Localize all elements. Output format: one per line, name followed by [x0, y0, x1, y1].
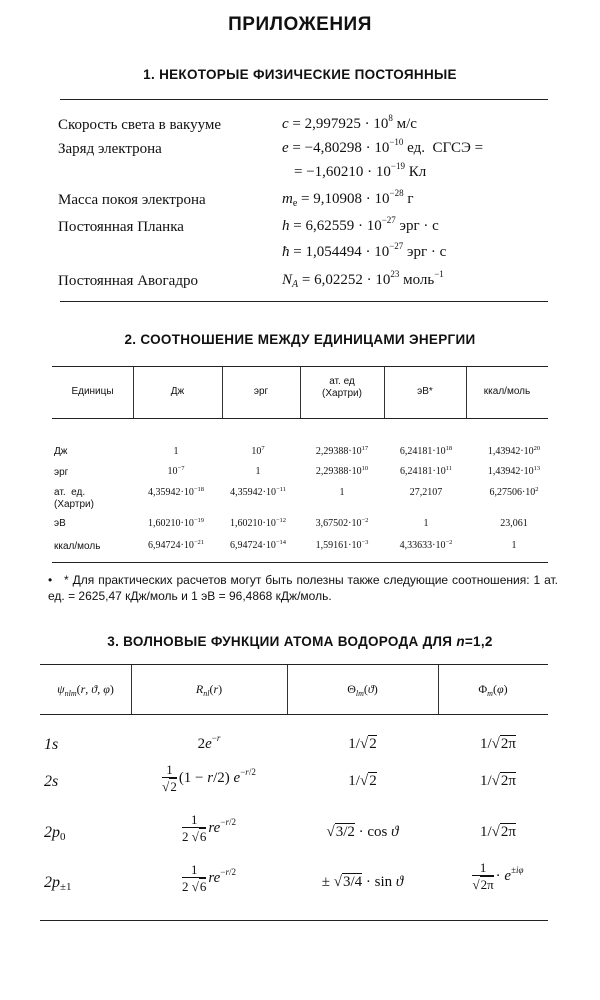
energy-table-bottom-rule — [52, 562, 548, 563]
table-cell: 1 — [173, 446, 179, 457]
table-cell: $10^{-7}$ — [167, 465, 185, 477]
column-header: эВ* — [417, 386, 433, 397]
table-cell: 1 — [511, 540, 517, 551]
radial-function: $\frac{1}{2 √6}$ $re^{-r/2}$ — [182, 862, 236, 894]
constant-name: Постоянная Авогадро — [58, 273, 198, 289]
column-header: Дж — [170, 386, 185, 397]
row-label: ккал/моль — [54, 541, 101, 552]
radial-function: $\frac{1}{2 √6}$ $re^{-r/2}$ — [182, 812, 236, 844]
footnote-text: * Для практических расчетов могут быть полезны также следующие соотношения: 1 ат. ед. = 2625,47 кДж/моль и 1 эВ = 96,4868 кДж/моль. — [48, 573, 558, 603]
theta-function: 1/√2 — [348, 736, 377, 752]
column-header: $R_{nl}(r)$ — [195, 682, 223, 698]
table-cell: $6,27506\cdot 10^2$ — [489, 486, 539, 498]
phi-function: $\frac{1}{√2\pi}$ · $e^{\pm i\varphi}$ — [472, 860, 524, 892]
row-label: эрг — [54, 467, 69, 478]
wave-table-bottom-rule — [40, 920, 548, 921]
state-label: 2s — [44, 773, 59, 790]
state-label: $2p_{\pm 1}$ — [44, 874, 72, 893]
column-header: $\Phi_m(\varphi)$ — [478, 682, 508, 698]
table-cell: 1 — [255, 466, 261, 477]
table-cell: 1 — [423, 518, 429, 529]
table-cell: $1,60210\cdot 10^{-19}$ — [147, 517, 204, 529]
constant-value: $h = 6,62559 \cdot 10^{-27}$ эрг · с — [282, 215, 439, 234]
radial-function: $2e^{-r}$ — [197, 733, 221, 752]
phi-function: 1/√2π — [480, 824, 516, 840]
phi-function: 1/√2π — [480, 736, 516, 752]
constant-name: Заряд электрона — [58, 141, 162, 157]
table-cell: $4,35942\cdot 10^{-11}$ — [230, 486, 286, 498]
wave-table-top-rule — [40, 664, 548, 665]
column-header: ккал/моль — [483, 386, 531, 397]
phi-function: 1/√2π — [480, 773, 516, 789]
column-header: $\Theta_{lm}(ϑ)$ — [347, 682, 378, 698]
constant-value: $m_e = 9,10908 \cdot 10^{-28}$ г — [282, 188, 414, 209]
row-label: Дж — [54, 446, 68, 457]
energy-table-header-rule — [52, 418, 548, 419]
state-label: $2p_0$ — [44, 824, 66, 843]
table-cell: $4,33633\cdot 10^{-2}$ — [399, 539, 453, 551]
theta-function: 1/√2 — [348, 773, 377, 789]
page-title: ПРИЛОЖЕНИЯ — [228, 14, 372, 35]
table-cell: $6,94724\cdot 10^{-14}$ — [229, 539, 286, 551]
column-header: $\psi_{nlm}(r$, ϑ, φ) — [57, 682, 114, 698]
row-label: ат. ед. (Хартри) — [54, 487, 94, 510]
wave-table-header-rule — [40, 714, 548, 715]
table-cell: $2,29388\cdot 10^{17}$ — [315, 445, 369, 457]
constant-value: $N_A = 6,02252 \cdot 10^{23}$ моль$^{-1}$ — [282, 269, 444, 290]
radial-function: $\frac{1}{√2}$ (1 − r/2) $e^{-r/2}$ — [162, 762, 256, 794]
footnote: • * Для практических расчетов могут быть полезны также следующие соотношения: 1 ат. ед. = 2625,47 кДж/моль и 1 эВ = 96,4868 кДж/моль. — [48, 573, 558, 603]
section2-heading: 2. СООТНОШЕНИЕ МЕЖДУ ЕДИНИЦАМИ ЭНЕРГИИ — [124, 332, 476, 347]
table-cell: $4,35942\cdot 10^{-18}$ — [147, 486, 204, 498]
table-cell: $6,24181\cdot 10^{18}$ — [399, 445, 453, 457]
constant-value: $c = 2,997925 \cdot 10^8$ м/с — [282, 113, 417, 132]
table-cell: $1,60210\cdot 10^{-12}$ — [229, 517, 286, 529]
constant-value: $e = -4,80298 \cdot 10^{-10}$ ед. СГСЭ = — [282, 137, 484, 156]
table-cell: $3,67502\cdot 10^{-2}$ — [315, 517, 369, 529]
table-cell: $10^7$ — [251, 445, 265, 457]
constant-name: Масса покоя электрона — [58, 192, 206, 208]
column-header: ат. ед (Хартри) — [322, 376, 362, 399]
table-cell: $1,43942\cdot 10^{13}$ — [487, 465, 541, 477]
section3-heading: 3. ВОЛНОВЫЕ ФУНКЦИИ АТОМА ВОДОРОДА ДЛЯ n=1,2 — [107, 634, 493, 649]
constant-value: = $-1,60210 \cdot 10^{-19}$ Кл — [294, 161, 427, 180]
section1-bottom-rule — [60, 301, 548, 302]
table-cell: $6,94724\cdot 10^{-21}$ — [147, 539, 204, 551]
column-header: Единицы — [71, 386, 114, 397]
theta-function: ± √3/4 · sin ϑ — [321, 874, 404, 890]
state-label: 1s — [44, 736, 59, 753]
constant-value: ħ = $1,054494 \cdot 10^{-27}$ эрг · с — [282, 241, 447, 260]
table-cell: $2,29388\cdot 10^{10}$ — [315, 465, 369, 477]
table-cell: $1,59161\cdot 10^{-3}$ — [315, 539, 369, 551]
table-cell: 27,2107 — [409, 487, 443, 498]
constant-name: Скорость света в вакууме — [58, 117, 222, 133]
column-header: эрг — [253, 386, 269, 397]
section1-top-rule — [60, 99, 548, 100]
table-cell: 1 — [339, 487, 345, 498]
constant-name: Постоянная Планка — [58, 219, 184, 235]
section1-heading: 1. НЕКОТОРЫЕ ФИЗИЧЕСКИЕ ПОСТОЯННЫЕ — [143, 67, 457, 82]
table-cell: 23,061 — [500, 518, 528, 529]
row-label: эВ — [54, 518, 66, 529]
table-cell: $1,43942\cdot 10^{20}$ — [487, 445, 541, 457]
table-cell: $6,24181\cdot 10^{11}$ — [399, 465, 453, 477]
theta-function: √3/2 · cos ϑ — [326, 824, 399, 840]
